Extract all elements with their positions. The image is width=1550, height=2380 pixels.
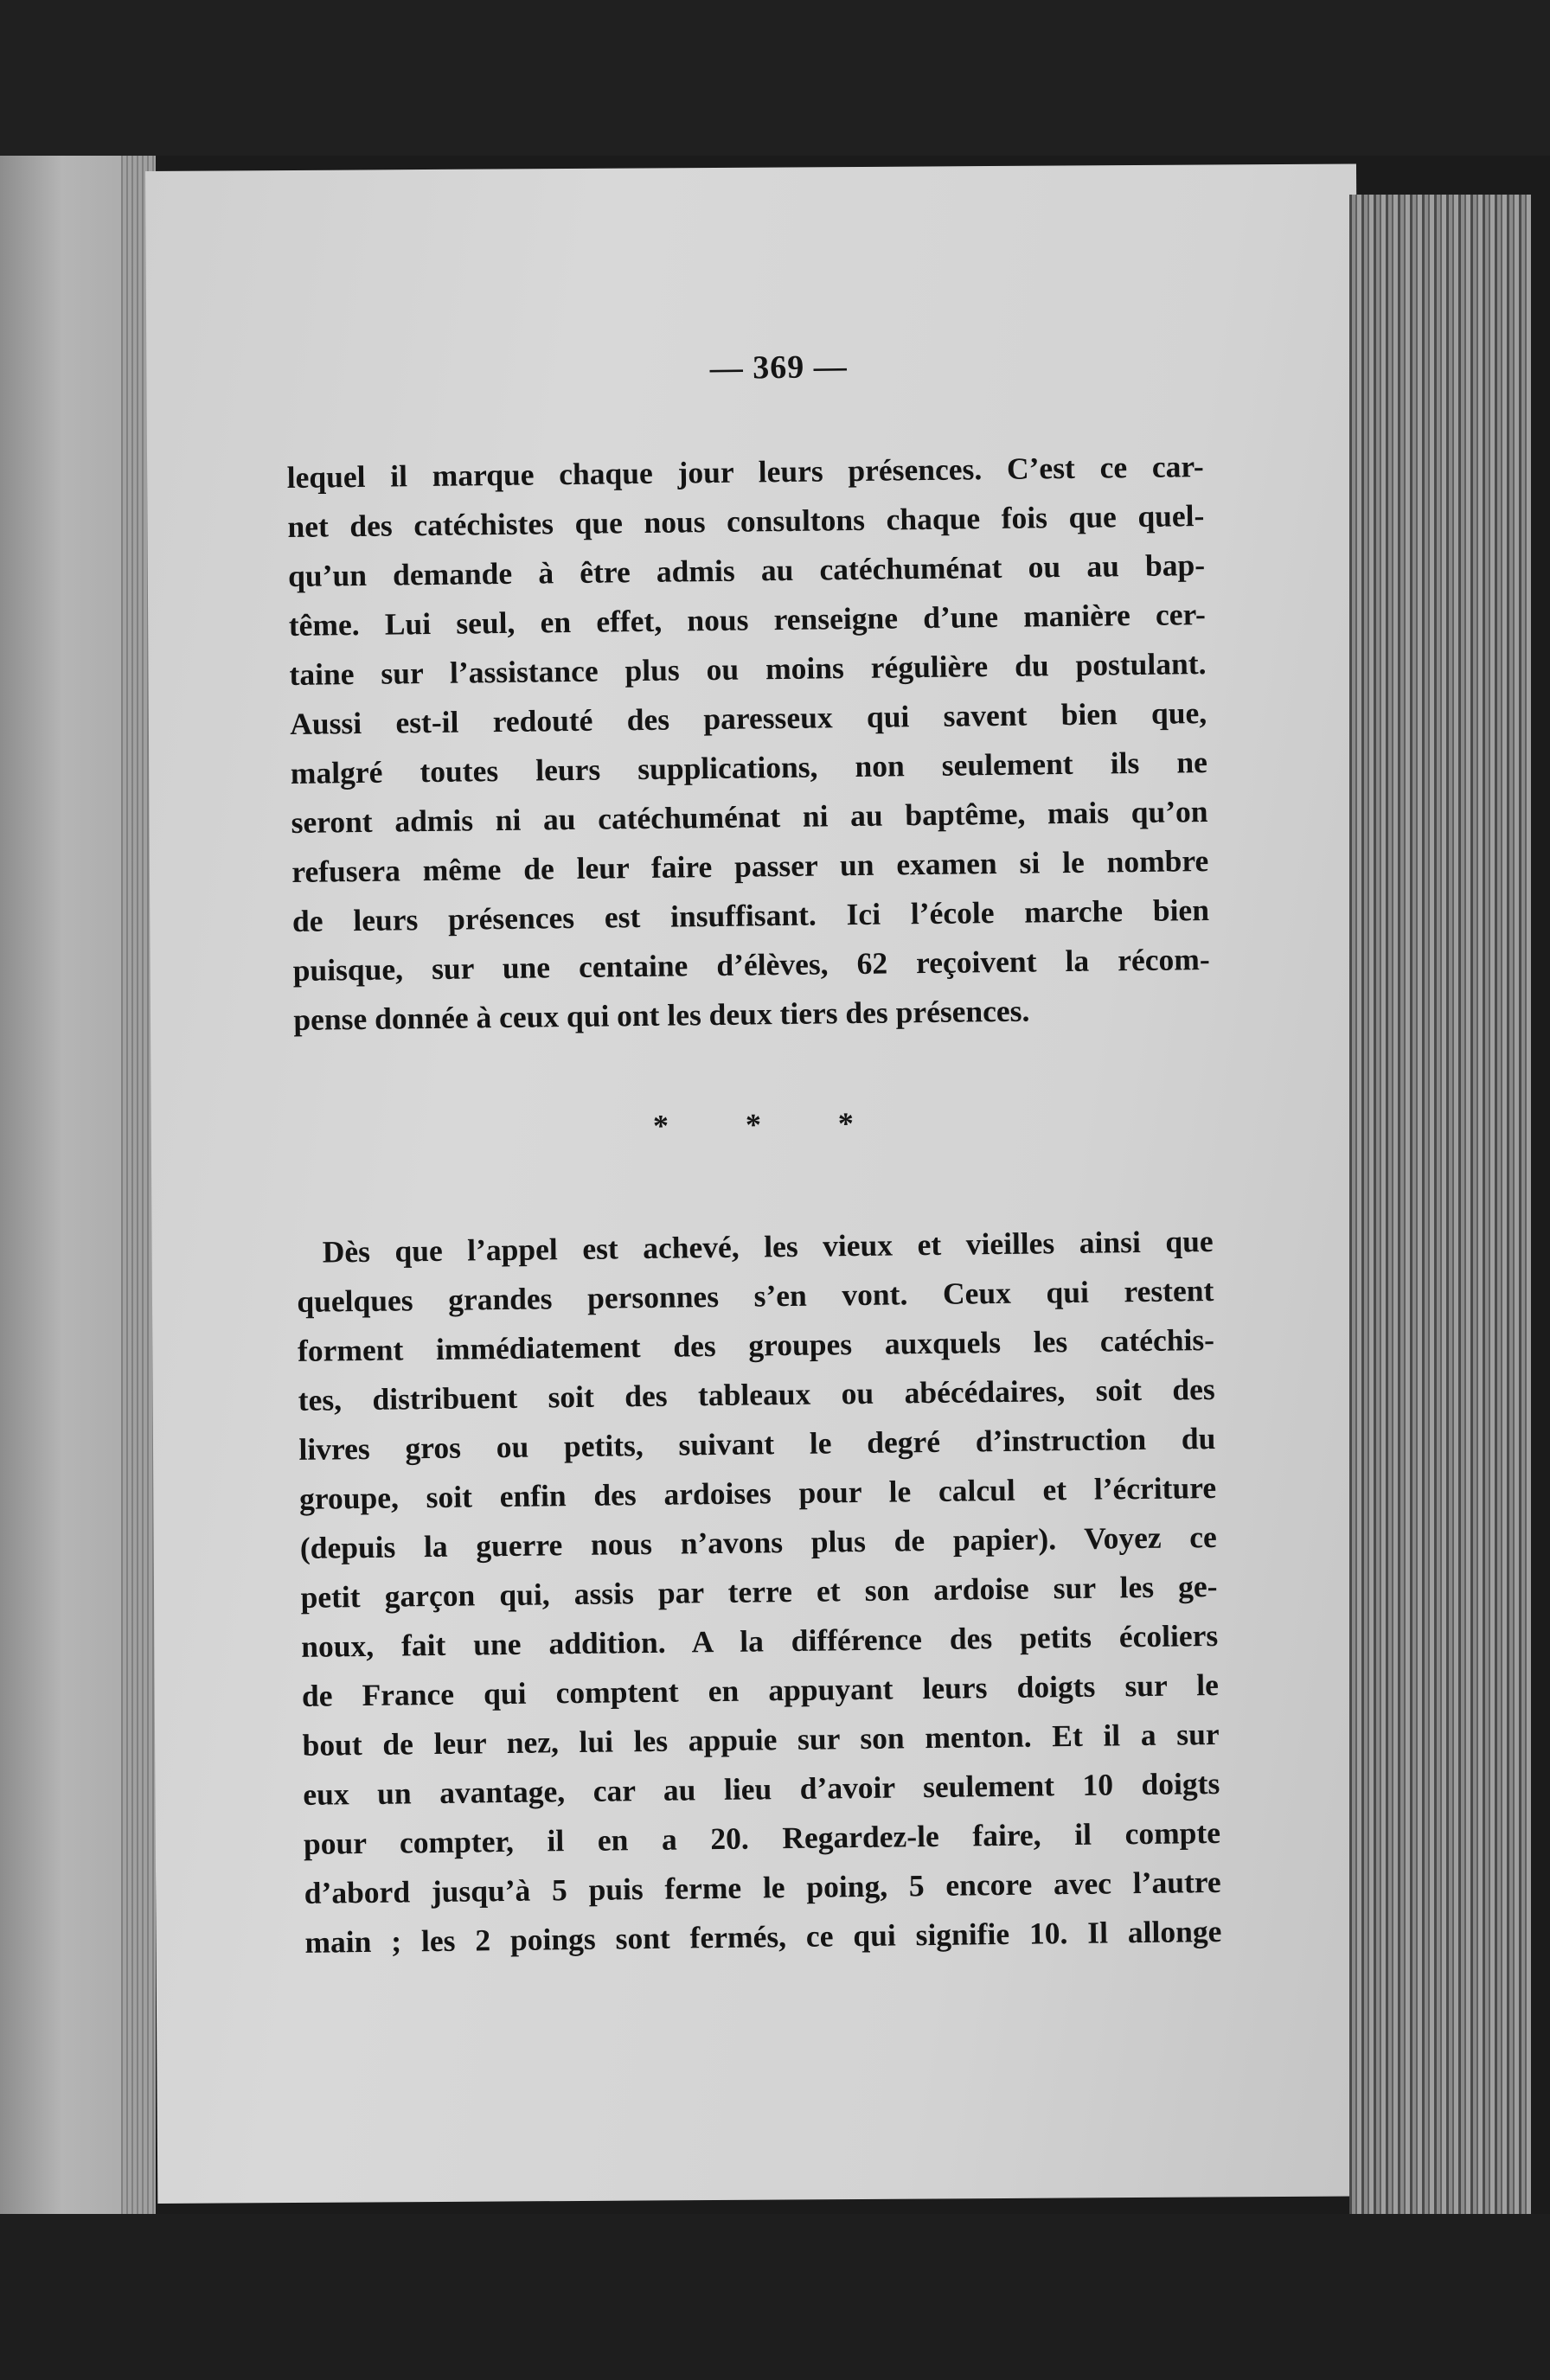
text-line: noux, fait une addition. A la différence des petits écoliers bbox=[301, 1617, 1219, 1664]
page-number: — 369 — bbox=[709, 349, 848, 387]
text-line: net des catéchistes que nous consultons chaque fois que quel- bbox=[287, 498, 1205, 544]
film-border-bottom bbox=[0, 2214, 1550, 2380]
text-line: taine sur l’assistance plus ou moins régulière du postulant. bbox=[289, 646, 1207, 692]
film-border-top bbox=[0, 0, 1550, 156]
text-line: eux un avantage, car au lieu d’avoir seulement 10 doigts bbox=[303, 1765, 1220, 1812]
text-line: refusera même de leur faire passer un examen si le nombre bbox=[291, 843, 1209, 889]
text-line: de leurs présences est insuffisant. Ici l’école marche bien bbox=[291, 892, 1210, 938]
paragraph-2 bbox=[296, 1217, 1221, 1967]
paragraph-1 bbox=[286, 442, 1210, 1045]
text-line: de France qui comptent en appuyant leurs doigts sur le bbox=[301, 1667, 1220, 1713]
section-separator: * * * bbox=[652, 1105, 889, 1143]
text-line: pour compter, il en a 20. Regardez-le faire, il compte bbox=[303, 1814, 1221, 1861]
text-line: main ; les 2 poings sont fermés, ce qui signifie 10. Il allonge bbox=[304, 1913, 1222, 1960]
text-line: quelques grandes personnes s’en vont. Ceux qui restent bbox=[297, 1272, 1214, 1319]
text-line: d’abord jusqu’à 5 puis ferme le poing, 5 encore avec l’autre bbox=[304, 1864, 1221, 1910]
page-text bbox=[285, 343, 1222, 1967]
text-line: tes, distribuent soit des tableaux ou abécédaires, soit des bbox=[298, 1371, 1215, 1417]
text-line: petit garçon qui, assis par terre et son ardoise sur les ge- bbox=[300, 1568, 1218, 1615]
text-line: pense donnée à ceux qui ont les deux tiers des présences. bbox=[293, 993, 1030, 1037]
text-line: livres gros ou petits, suivant le degré d’instruction du bbox=[298, 1420, 1216, 1467]
text-line: puisque, sur une centaine d’élèves, 62 reçoivent la récom- bbox=[292, 941, 1210, 988]
text-line: forment immédiatement des groupes auxquels les catéchis- bbox=[297, 1321, 1215, 1368]
text-line: bout de leur nez, lui les appuie sur son menton. Et il a sur bbox=[302, 1716, 1220, 1763]
text-line: lequel il marque chaque jour leurs présences. C’est ce car- bbox=[286, 449, 1204, 495]
text-line: seront admis ni au catéchuménat ni au baptême, mais qu’on bbox=[291, 794, 1208, 840]
text-line: malgré toutes leurs supplications, non seulement ils ne bbox=[290, 745, 1208, 790]
text-line: tême. Lui seul, en effet, nous renseigne d’une manière cer- bbox=[288, 597, 1206, 643]
page-block-edges bbox=[1349, 195, 1531, 2218]
text-line: groupe, soit enfin des ardoises pour le calcul et l’écriture bbox=[298, 1469, 1217, 1516]
text-line: qu’un demande à être admis au catéchuménat ou au bap- bbox=[287, 547, 1206, 593]
text-line: Aussi est-il redouté des paresseux qui savent bien que, bbox=[289, 695, 1207, 741]
text-line: (depuis la guerre nous n’avons plus de papier). Voyez ce bbox=[299, 1519, 1218, 1565]
text-line: Dès que l’appel est achevé, les vieux et vieilles ainsi que bbox=[322, 1223, 1214, 1270]
